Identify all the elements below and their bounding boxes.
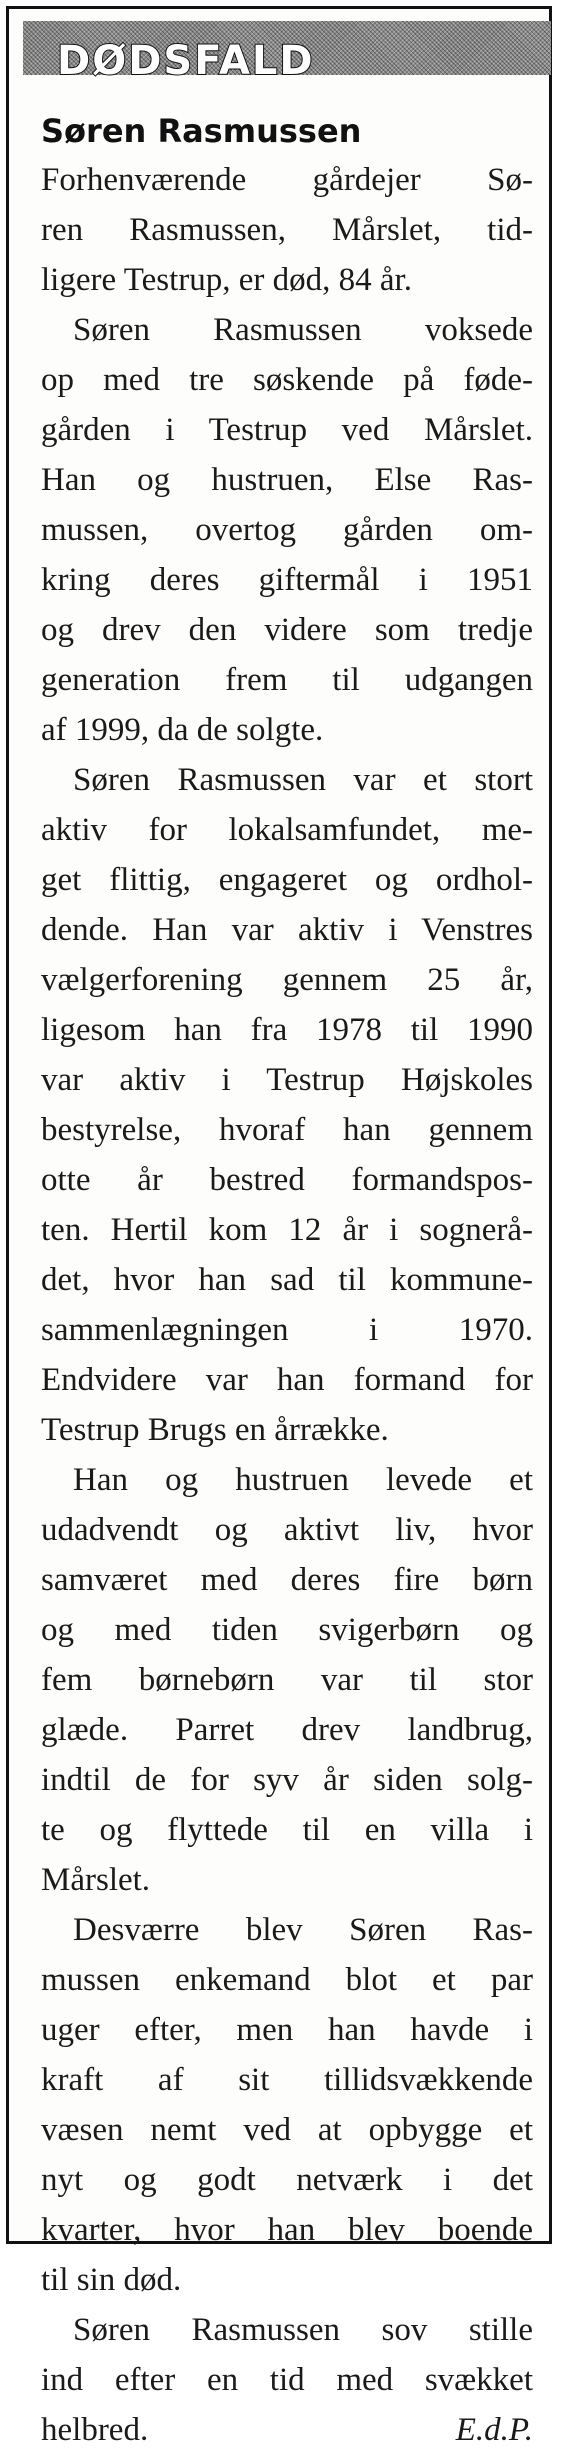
obituary-body [41,155,533,2455]
text-line: Søren Rasmussen var et stort [73,762,533,798]
text-line: fem børnebørn var til stor [41,1662,533,1698]
text-line: nyt og godt netværk i det [41,2162,533,2198]
text-line: vælgerforening gennem 25 år, [41,962,533,998]
text-line: ligere Testrup, er død, 84 år. [41,262,412,298]
text-line: af 1999, da de solgte. [41,712,324,748]
obituary-clipping [6,6,552,2448]
text-line: ind efter en tid med svækket [41,2362,533,2398]
text-line: samværet med deres fire børn [41,1562,533,1598]
text-line: ten. Hertil kom 12 år i sognerå- [41,1212,533,1248]
text-line: get flittig, engageret og ordhol- [41,862,533,898]
text-line: ren Rasmussen, Mårslet, tid- [41,212,533,248]
text-line: og drev den videre som tredje [41,612,533,648]
text-line: kvarter, hvor han blev boende [41,2212,533,2248]
text-line: te og flyttede til en villa i [41,1812,533,1848]
deceased-name-heading: Søren Rasmussen [41,112,362,150]
text-line: gården i Testrup ved Mårslet. [41,412,533,448]
text-line: det, hvor han sad til kommune- [41,1262,533,1298]
text-line: kring deres giftermål i 1951 [41,562,533,598]
text-line: dende. Han var aktiv i Venstres [41,912,533,948]
text-line: var aktiv i Testrup Højskoles [41,1062,533,1098]
section-label: DØDSFALD [57,38,315,84]
text-line: Søren Rasmussen sov stille [73,2312,533,2348]
section-header-bar [23,21,551,84]
text-line: mussen, overtog gården om- [41,512,533,548]
text-line: Han og hustruen, Else Ras- [41,462,533,498]
author-signature: E.d.P. [455,2412,533,2448]
text-line: indtil de for syv år siden solg- [41,1762,533,1798]
obituary-paragraph [41,755,533,1455]
closing-text: helbred. [41,2412,149,2448]
text-line: mussen enkemand blot et par [41,1962,533,1998]
text-line: otte år bestred formandspos- [41,1162,533,1198]
text-line: bestyrelse, hvoraf han gennem [41,1112,533,1148]
text-line: Han og hustruen levede et [73,1462,533,1498]
text-line: Mårslet. [41,1862,151,1898]
text-line: generation frem til udgangen [41,662,533,698]
text-line: og med tiden svigerbørn og [41,1612,533,1648]
text-line: Endvidere var han formand for [41,1362,533,1398]
text-line: væsen nemt ved at opbygge et [41,2112,533,2148]
text-line: ligesom han fra 1978 til 1990 [41,1012,533,1048]
text-line: glæde. Parret drev landbrug, [41,1712,533,1748]
text-line: Forhenværende gårdejer Sø- [41,162,533,198]
text-line: op med tre søskende på føde- [41,362,533,398]
text-line: Søren Rasmussen voksede [73,312,533,348]
obituary-paragraph [41,155,533,305]
obituary-paragraph [41,1905,533,2305]
obituary-paragraph [41,305,533,755]
text-line [41,2405,533,2455]
text-line: Desværre blev Søren Ras- [73,1912,533,1948]
text-line: Testrup Brugs en årrække. [41,1412,389,1448]
text-line: udadvendt og aktivt liv, hvor [41,1512,533,1548]
text-line: til sin død. [41,2262,182,2298]
obituary-paragraph [41,1455,533,1905]
text-line: sammenlægningen i 1970. [41,1312,533,1348]
obituary-paragraph [41,2305,533,2455]
text-line: kraft af sit tillidsvækkende [41,2062,533,2098]
text-line: aktiv for lokalsamfundet, me- [41,812,533,848]
text-line: uger efter, men han havde i [41,2012,533,2048]
